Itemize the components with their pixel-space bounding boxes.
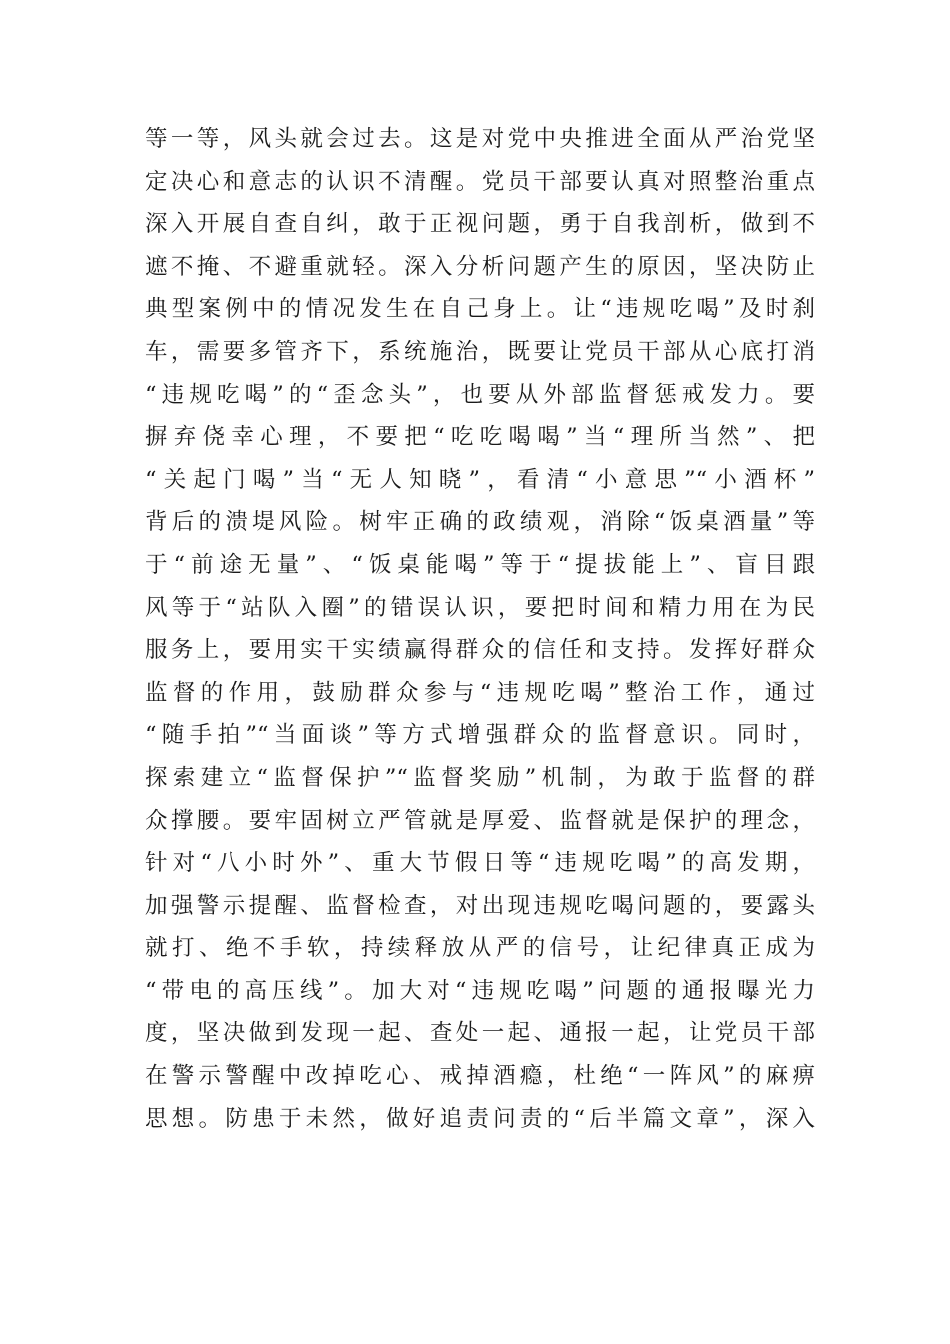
text-line: 针对“八小时外”、重大节假日等“违规吃喝”的高发期， [145, 850, 815, 877]
text-line: 于“前途无量”、“饭桌能喝”等于“提拔能上”、盲目跟 [145, 551, 815, 578]
text-line: “关起门喝”当“无人知晓”，看清“小意思”“小酒杯” [145, 466, 815, 493]
text-line: 监督的作用，鼓励群众参与“违规吃喝”整治工作，通过 [145, 679, 815, 706]
text-line: 车，需要多管齐下，系统施治，既要让党员干部从心底打消 [145, 338, 815, 365]
text-line: 摒弃侥幸心理，不要把“吃吃喝喝”当“理所当然”、把 [145, 424, 815, 451]
body-text [145, 118, 815, 1140]
text-line: 度，坚决做到发现一起、查处一起、通报一起，让党员干部 [145, 1020, 815, 1047]
text-line: “随手拍”“当面谈”等方式增强群众的监督意识。同时， [145, 722, 815, 749]
text-line: 加强警示提醒、监督检查，对出现违规吃喝问题的，要露头 [145, 892, 815, 919]
text-line: 定决心和意志的认识不清醒。党员干部要认真对照整治重点 [145, 168, 815, 195]
text-line: 众撑腰。要牢固树立严管就是厚爱、监督就是保护的理念， [145, 807, 815, 834]
text-line: 深入开展自查自纠，敢于正视问题，勇于自我剖析，做到不 [145, 211, 815, 238]
text-line: 背后的溃堤风险。树牢正确的政绩观，消除“饭桌酒量”等 [145, 509, 815, 536]
text-line: “违规吃喝”的“歪念头”，也要从外部监督惩戒发力。要 [145, 381, 815, 408]
text-line: “带电的高压线”。加大对“违规吃喝”问题的通报曝光力 [145, 977, 815, 1004]
text-line: 在警示警醒中改掉吃心、戒掉酒瘾，杜绝“一阵风”的麻痹 [145, 1063, 815, 1090]
text-line: 遮不掩、不避重就轻。深入分析问题产生的原因，坚决防止 [145, 253, 815, 280]
text-line: 就打、绝不手软，持续释放从严的信号，让纪律真正成为 [145, 935, 815, 962]
text-line: 探索建立“监督保护”“监督奖励”机制，为敢于监督的群 [145, 764, 815, 791]
text-line: 思想。防患于未然，做好追责问责的“后半篇文章”，深入 [145, 1105, 815, 1132]
text-line: 等一等，风头就会过去。这是对党中央推进全面从严治党坚 [145, 126, 815, 152]
text-line: 风等于“站队入圈”的错误认识，要把时间和精力用在为民 [145, 594, 815, 621]
text-line: 典型案例中的情况发生在自己身上。让“违规吃喝”及时刹 [145, 296, 815, 323]
text-line: 服务上，要用实干实绩赢得群众的信任和支持。发挥好群众 [145, 637, 815, 664]
